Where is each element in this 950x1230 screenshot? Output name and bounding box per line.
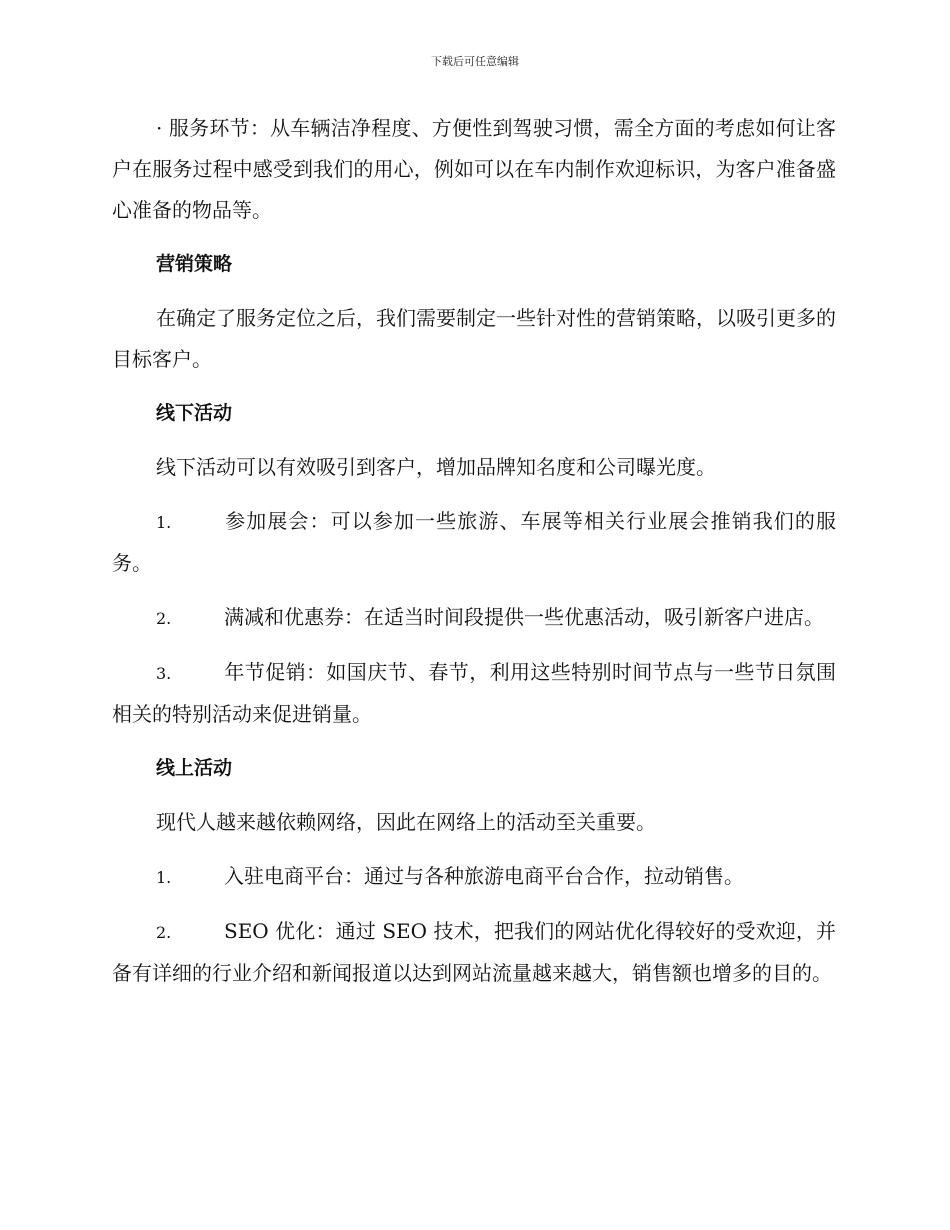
offline-list-item [112, 501, 836, 584]
document-body [112, 108, 836, 1007]
online-list-item [112, 856, 836, 898]
offline-list-item [112, 652, 836, 735]
list-number: 2. [156, 923, 172, 942]
marketing-intro-paragraph: 在确定了服务定位之后，我们需要制定一些针对性的营销策略，以吸引更多的目标客户。 [112, 306, 836, 371]
list-number: 2. [156, 609, 172, 628]
offline-intro-paragraph: 线下活动可以有效吸引到客户，增加品牌知名度和公司曝光度。 [156, 455, 716, 479]
page-header-note: 下载后可任意编辑 [431, 55, 519, 68]
list-item-text: 入驻电商平台：通过与各种旅游电商平台合作，拉动销售。 [224, 864, 744, 888]
list-number: 3. [156, 664, 172, 683]
online-activities-heading: 线上活动 [156, 757, 233, 779]
list-item-text: 满减和优惠券：在适当时间段提供一些优惠活动，吸引新客户进店。 [224, 605, 824, 629]
offline-activities-heading: 线下活动 [156, 402, 233, 424]
service-bullet-paragraph: · 服务环节：从车辆洁净程度、方便性到驾驶习惯，需全方面的考虑如何让客户在服务过程中感受到我们的用心，例如可以在车内制作欢迎标识，为客户准备盛心准备的物品等。 [112, 116, 836, 222]
list-item-text: 年节促销：如国庆节、春节，利用这些特别时间节点与一些节日氛围相关的特别活动来促进销量。 [112, 660, 836, 726]
list-item-text: 参加展会：可以参加一些旅游、车展等相关行业展会推销我们的服务。 [112, 509, 836, 575]
list-item-text: SEO 优化：通过 SEO 技术，把我们的网站优化得较好的受欢迎，并备有详细的行业介绍和新闻报道以达到网站流量越来越大，销售额也增多的目的。 [112, 919, 836, 985]
online-list-item [112, 911, 836, 994]
list-number: 1. [156, 868, 172, 887]
list-number: 1. [156, 513, 172, 532]
marketing-strategy-heading: 营销策略 [156, 253, 233, 275]
online-intro-paragraph: 现代人越来越依赖网络，因此在网络上的活动至关重要。 [156, 810, 656, 834]
offline-list-item [112, 597, 836, 639]
